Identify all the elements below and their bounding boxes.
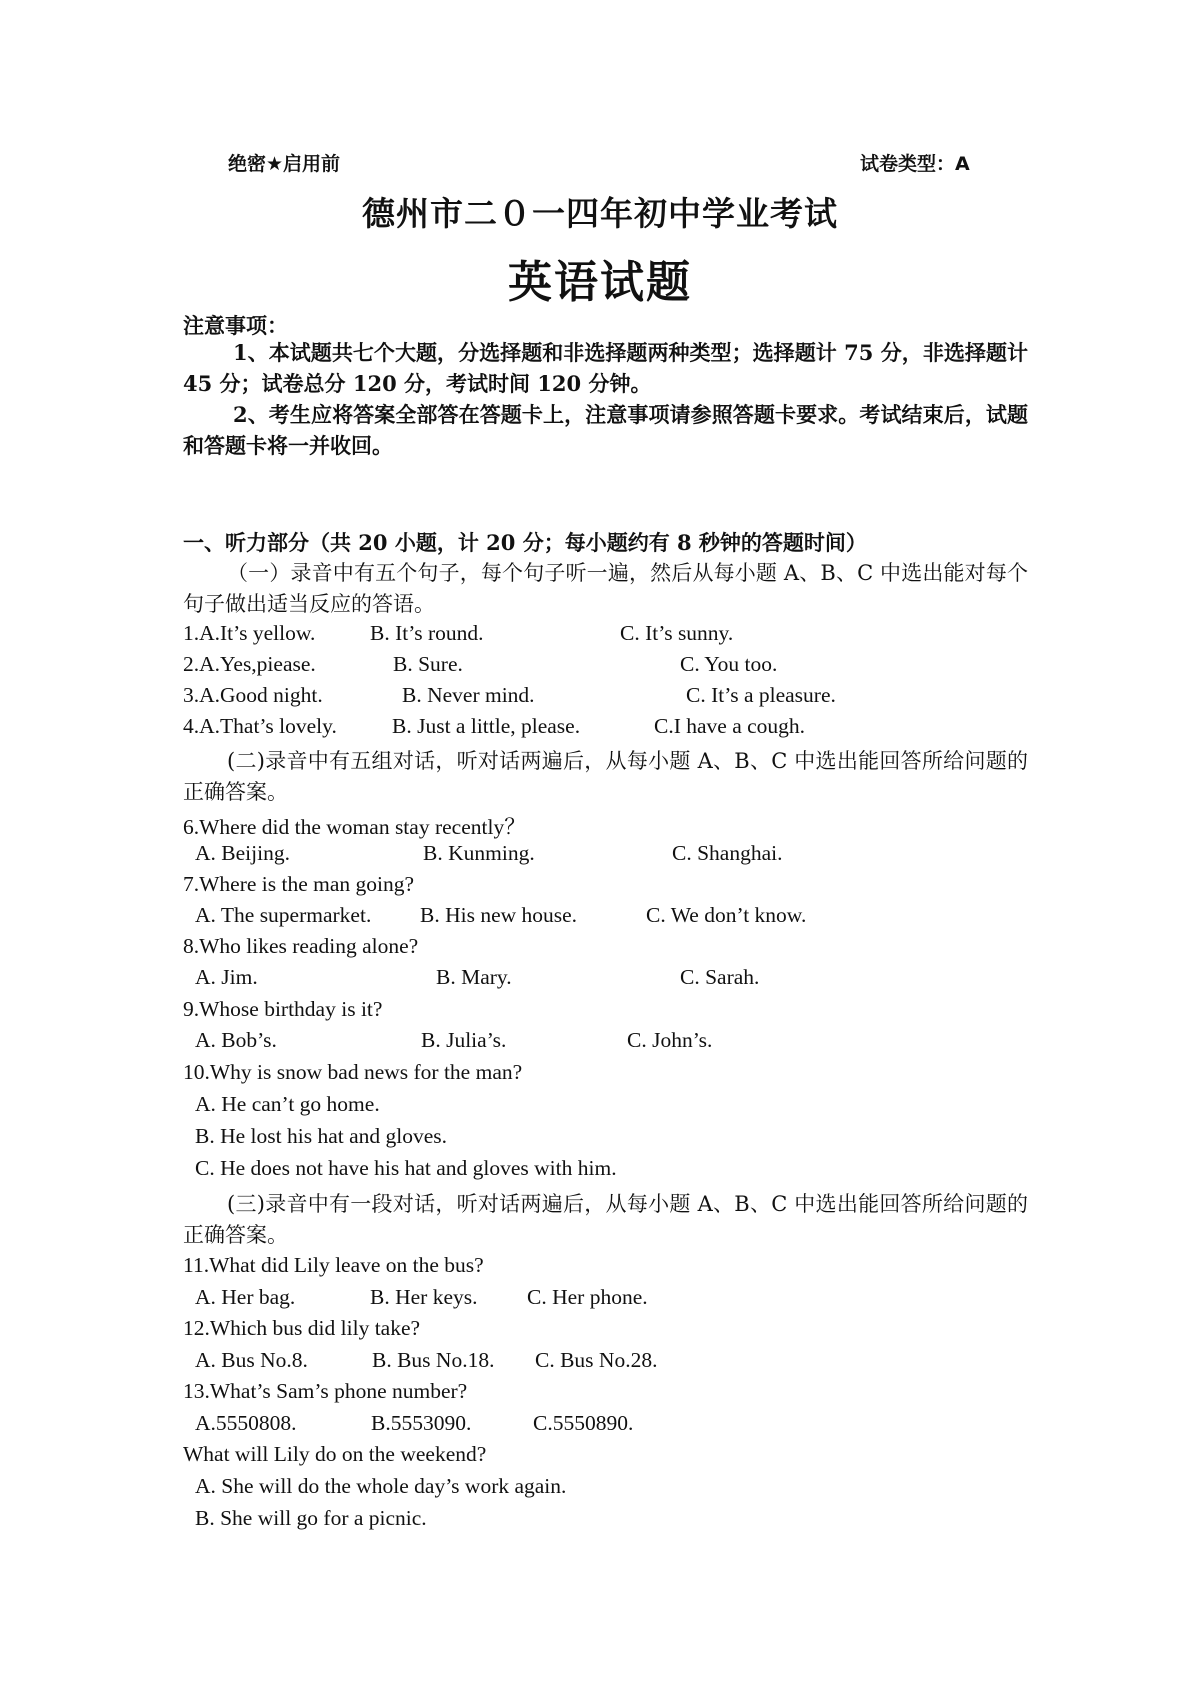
q8-option-b: B. Mary. bbox=[436, 965, 512, 989]
q10-option-a: A. He can’t go home. bbox=[195, 1092, 380, 1116]
q6-option-c: C. Shanghai. bbox=[672, 841, 783, 865]
part3-instructions: (三)录音中有一段对话，听对话两遍后，从每小题 A、B、C 中选出能回答所给问题的正确答案。 bbox=[183, 1192, 1028, 1247]
q13-option-a: A.5550808. bbox=[195, 1411, 297, 1435]
q11-option-a: A. Her bag. bbox=[195, 1285, 296, 1309]
section-listening-heading: 一、听力部分（共 20 小题，计 20 分；每小题约有 8 秒钟的答题时间） bbox=[183, 530, 867, 555]
q2-option-a: 2.A.Yes,piease. bbox=[183, 652, 316, 676]
q13-option-b: B.5553090. bbox=[371, 1411, 472, 1435]
q6-option-a: A. Beijing. bbox=[195, 841, 290, 865]
q4-option-c: C.I have a cough. bbox=[654, 714, 806, 738]
exam-subject-title: 英语试题 bbox=[508, 257, 692, 308]
q7-option-b: B. His new house. bbox=[420, 903, 578, 927]
confidential-label: 绝密★启用前 bbox=[228, 153, 341, 175]
part1-instructions: （一）录音中有五个句子，每个句子听一遍，然后从每小题 A、B、C 中选出能对每个句子做出适当反应的答语。 bbox=[183, 561, 1028, 616]
q11-option-b: B. Her keys. bbox=[370, 1285, 478, 1309]
q10-option-c: C. He does not have his hat and gloves with him. bbox=[195, 1156, 617, 1180]
q11-option-c: C. Her phone. bbox=[527, 1285, 648, 1309]
q7-stem: 7.Where is the man going? bbox=[183, 872, 415, 896]
q9-option-b: B. Julia’s. bbox=[421, 1028, 507, 1052]
q7-option-c: C. We don’t know. bbox=[646, 903, 807, 927]
q12-option-a: A. Bus No.8. bbox=[195, 1348, 308, 1372]
q12-option-c: C. Bus No.28. bbox=[535, 1348, 658, 1372]
q3-option-c: C. It’s a pleasure. bbox=[686, 683, 836, 707]
q9-option-c: C. John’s. bbox=[627, 1028, 713, 1052]
q6-stem: 6.Where did the woman stay recently？ bbox=[183, 815, 526, 839]
q14-stem: What will Lily do on the weekend? bbox=[183, 1442, 487, 1466]
note-item-2: 2、考生应将答案全部答在答题卡上，注意事项请参照答题卡要求。考试结束后，试题和答题卡将一并收回。 bbox=[183, 402, 1028, 458]
exam-title: 德州市二０一四年初中学业考试 bbox=[362, 194, 838, 233]
q4-option-a: 4.A.That’s lovely. bbox=[183, 714, 337, 738]
q12-stem: 12.Which bus did lily take? bbox=[183, 1316, 421, 1340]
q2-option-b: B. Sure. bbox=[393, 652, 463, 676]
q8-option-a: A. Jim. bbox=[195, 965, 258, 989]
q1-option-c: C. It’s sunny. bbox=[620, 621, 734, 645]
q1-option-a: 1.A.It’s yellow. bbox=[183, 621, 316, 645]
q13-stem: 13.What’s Sam’s phone number? bbox=[183, 1379, 468, 1403]
q11-stem: 11.What did Lily leave on the bus? bbox=[183, 1253, 484, 1277]
paper-type-label: 试卷类型：A bbox=[860, 153, 970, 175]
q2-option-c: C. You too. bbox=[680, 652, 778, 676]
q9-stem: 9.Whose birthday is it? bbox=[183, 997, 383, 1021]
part2-instructions: (二)录音中有五组对话，听对话两遍后，从每小题 A、B、C 中选出能回答所给问题的正确答案。 bbox=[183, 749, 1028, 804]
q4-option-b: B. Just a little, please. bbox=[392, 714, 581, 738]
q12-option-b: B. Bus No.18. bbox=[372, 1348, 495, 1372]
q7-option-a: A. The supermarket. bbox=[195, 903, 372, 927]
q8-option-c: C. Sarah. bbox=[680, 965, 760, 989]
q14-option-a: A. She will do the whole day’s work again. bbox=[195, 1474, 567, 1498]
q10-option-b: B. He lost his hat and gloves. bbox=[195, 1124, 448, 1148]
note-item-1: 1、本试题共七个大题，分选择题和非选择题两种类型；选择题计 75 分，非选择题计 45 分；试卷总分 120 分，考试时间 120 分钟。 bbox=[183, 340, 1028, 396]
q14-option-b: B. She will go for a picnic. bbox=[195, 1506, 427, 1530]
notes-heading: 注意事项： bbox=[183, 313, 288, 338]
q1-option-b: B. It’s round. bbox=[370, 621, 484, 645]
q3-option-a: 3.A.Good night. bbox=[183, 683, 323, 707]
q13-option-c: C.5550890. bbox=[533, 1411, 634, 1435]
q10-stem: 10.Why is snow bad news for the man? bbox=[183, 1060, 523, 1084]
q9-option-a: A. Bob’s. bbox=[195, 1028, 277, 1052]
q8-stem: 8.Who likes reading alone? bbox=[183, 934, 419, 958]
q3-option-b: B. Never mind. bbox=[402, 683, 535, 707]
q6-option-b: B. Kunming. bbox=[423, 841, 535, 865]
